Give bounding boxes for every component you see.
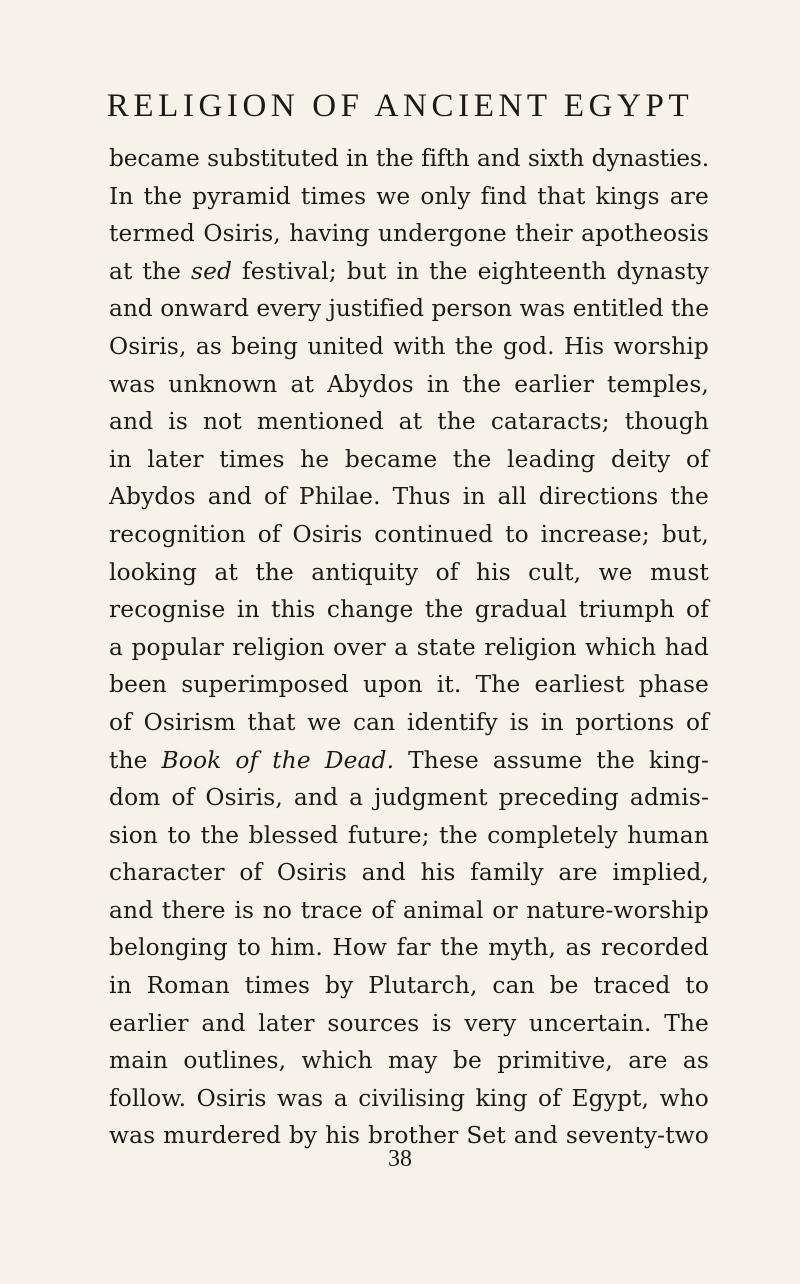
body-text bbox=[109, 140, 709, 1155]
book-title-italic: Book of the Dead. bbox=[161, 746, 395, 774]
text-line: was unknown at Abydos in the earlier temples, bbox=[109, 370, 709, 398]
text-line: in later times he became the leading deity of bbox=[109, 445, 709, 473]
text-line: dom of Osiris, and a judgment preceding admis- bbox=[109, 784, 709, 812]
text-line: a popular religion over a state religion which had bbox=[109, 633, 709, 661]
text-line: looking at the antiquity of his cult, we must bbox=[109, 558, 709, 586]
text-line: and onward every justified person was entitled the bbox=[109, 295, 709, 323]
text-line: termed Osiris, having undergone their apotheosis bbox=[109, 220, 709, 248]
text-line: belonging to him. How far the myth, as recorded bbox=[109, 934, 709, 962]
text-line: in Roman times by Plutarch, can be traced to bbox=[109, 972, 709, 1000]
text-line: Abydos and of Philae. Thus in all directions the bbox=[109, 483, 709, 511]
text-line: In the pyramid times we only find that kings are bbox=[109, 182, 709, 210]
text-line: and is not mentioned at the cataracts; though bbox=[109, 408, 709, 436]
text-line bbox=[109, 253, 709, 291]
text-line: character of Osiris and his family are implied, bbox=[109, 859, 709, 887]
text-line bbox=[109, 742, 709, 780]
page-number: 38 bbox=[388, 1146, 412, 1172]
text-line: was murdered by his brother Set and seventy-two bbox=[109, 1122, 709, 1150]
text-line: recognition of Osiris continued to increase; but, bbox=[109, 520, 709, 548]
text-line: became substituted in the fifth and sixth dynasties. bbox=[109, 145, 709, 172]
text-line: follow. Osiris was a civilising king of Egypt, who bbox=[109, 1084, 709, 1112]
text-line: of Osirism that we can identify is in portions of bbox=[109, 708, 709, 736]
text-line: earlier and later sources is very uncertain. The bbox=[109, 1009, 709, 1037]
text-fragment: the bbox=[109, 746, 162, 774]
text-fragment: festival; but in the eighteenth dynasty bbox=[232, 257, 709, 285]
text-line: and there is no trace of animal or nature-worship bbox=[109, 896, 709, 924]
italic-term: sed bbox=[190, 257, 233, 285]
text-line: main outlines, which may be primitive, are as bbox=[109, 1047, 709, 1075]
text-line: been superimposed upon it. The earliest phase bbox=[109, 671, 709, 699]
text-line: recognise in this change the gradual triumph of bbox=[109, 596, 709, 624]
text-fragment: These assume the king- bbox=[394, 746, 709, 774]
running-head: RELIGION OF ANCIENT EGYPT bbox=[106, 88, 694, 124]
text-fragment: at the bbox=[109, 257, 191, 285]
text-line: Osiris, as being united with the god. His worship bbox=[109, 332, 709, 360]
text-line: sion to the blessed future; the completely human bbox=[109, 821, 709, 849]
